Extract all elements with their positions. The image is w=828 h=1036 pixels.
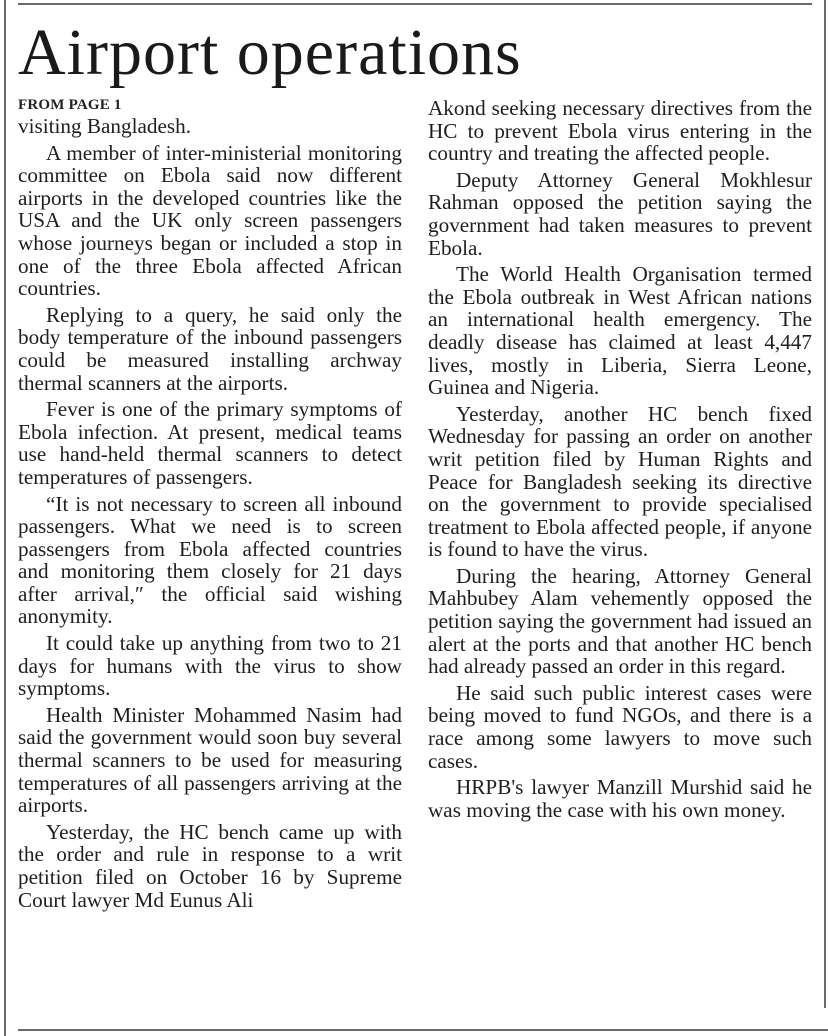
paragraph: Health Minister Mohammed Nasim had said the government would soon buy several thermal scanners to be used for measuring temperatures of all passengers arriving at the airports. bbox=[18, 702, 402, 818]
headline: Airport operations bbox=[18, 16, 522, 89]
continuation-kicker: FROM PAGE 1 bbox=[18, 97, 122, 113]
right-column bbox=[428, 97, 812, 825]
paragraph: During the hearing, Attorney General Mahbubey Alam vehemently opposed the petition saying the government had issued an alert at the ports and that another HC bench had already passed an order in this regard. bbox=[428, 563, 812, 679]
paragraph: Yesterday, the HC bench came up with the order and rule in response to a writ petition filed on October 16 by Supreme Court lawyer Md Eunus Ali bbox=[18, 819, 402, 912]
paragraph: “It is not necessary to screen all inbound passengers. What we need is to screen passengers from Ebola affected countries and monitoring them closely for 21 days after arrival,″ the official said wishing anonymity. bbox=[18, 491, 402, 629]
right-border-rule bbox=[824, 0, 826, 1008]
bottom-rule bbox=[18, 1029, 828, 1031]
paragraph: HRPB's lawyer Manzill Murshid said he was moving the case with his own money. bbox=[428, 775, 812, 822]
paragraph: Yesterday, another HC bench fixed Wednesday for passing an order on another writ petition filed by Human Rights and Peace for Bangladesh seeking its directive on the government to provide specialised treatment to Ebola affected people, if anyone is found to have the virus. bbox=[428, 401, 812, 562]
paragraph: Akond seeking necessary directives from the HC to prevent Ebola virus entering in the country and treating the affected people. bbox=[428, 96, 812, 166]
left-border-rule bbox=[4, 0, 6, 1036]
paragraph: He said such public interest cases were being moved to fund NGOs, and there is a race among some lawyers to move such cases. bbox=[428, 680, 812, 773]
paragraph: visiting Bangladesh. bbox=[18, 114, 192, 138]
top-rule bbox=[18, 3, 812, 5]
paragraph: The World Health Organisation termed the Ebola outbreak in West African nations an international health emergency. The deadly disease has claimed at least 4,447 lives, mostly in Liberia, Sierra Leone, Guinea and Nigeria. bbox=[428, 262, 812, 400]
paragraph: It could take up anything from two to 21 days for humans with the virus to show symptoms. bbox=[18, 631, 402, 701]
paragraph: A member of inter-ministerial monitoring committee on Ebola said now different airports in the developed countries like the USA and the UK only screen passengers whose journeys began or included a stop in one of the three Ebola affected African countries. bbox=[18, 140, 402, 301]
paragraph: Replying to a query, he said only the body temperature of the inbound passengers could be measured installing archway thermal scanners at the airports. bbox=[18, 302, 402, 395]
paragraph: Deputy Attorney General Mokhlesur Rahman opposed the petition saying the government had taken measures to prevent Ebola. bbox=[428, 167, 812, 260]
left-column bbox=[18, 96, 402, 915]
paragraph: Fever is one of the primary symptoms of Ebola infection. At present, medical teams use hand-held thermal scanners to detect temperatures of passengers. bbox=[18, 397, 402, 489]
